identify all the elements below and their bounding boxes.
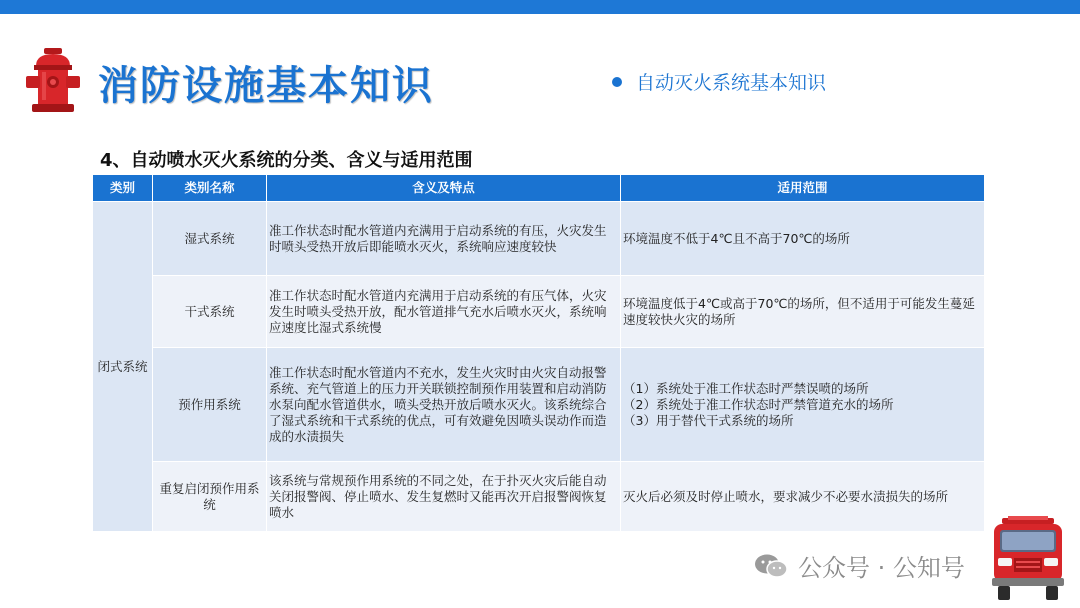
system-name-cell: 干式系统 (153, 276, 267, 348)
category-cell: 闭式系统 (93, 202, 153, 532)
fire-hydrant-icon (26, 48, 80, 114)
col-header-category: 类别 (93, 175, 153, 202)
scope-cell: 灭火后必须及时停止喷水，要求减少不必要水渍损失的场所 (621, 462, 985, 532)
description-cell: 准工作状态时配水管道内充满用于启动系统的有压气体，火灾发生时喷头受热开放，配水管道排气充水后喷水灭火，系统响应速度比湿式系统慢 (267, 276, 621, 348)
wechat-icon (754, 553, 788, 579)
system-name-cell: 湿式系统 (153, 202, 267, 276)
bullet-dot (612, 77, 622, 87)
scope-line: （1）系统处于准工作状态时严禁误喷的场所 (623, 380, 869, 396)
classification-table (92, 174, 985, 532)
description-cell: 准工作状态时配水管道内不充水，发生火灾时由火灾自动报警系统、充气管道上的压力开关联锁控制预作用装置和启动消防水泵向配水管道供水，喷头受热开放后喷水灭火。该系统综合了湿式系统和干式系统的优点，可有效避免因喷头误动作而造成的水渍损失 (267, 348, 621, 462)
description-cell: 准工作状态时配水管道内充满用于启动系统的有压，火灾发生时喷头受热开放后即能喷水灭火，系统响应速度较快 (267, 202, 621, 276)
subtitle-block (612, 68, 826, 95)
scope-cell (621, 348, 985, 462)
fire-truck-icon (988, 516, 1068, 602)
watermark (754, 548, 965, 583)
table-row (93, 348, 985, 462)
table-row (93, 202, 985, 276)
col-header-description: 含义及特点 (267, 175, 621, 202)
table-row (93, 276, 985, 348)
col-header-name: 类别名称 (153, 175, 267, 202)
description-cell: 该系统与常规预作用系统的不同之处，在于扑灭火灾后能自动关闭报警阀、停止喷水、发生复燃时又能再次开启报警阀恢复喷水 (267, 462, 621, 532)
scope-line: （3）用于替代干式系统的场所 (623, 412, 794, 428)
section-heading: 4、自动喷水灭火系统的分类、含义与适用范围 (100, 150, 473, 171)
table-row (93, 462, 985, 532)
watermark-text: 公众号 · 公知号 (798, 554, 965, 582)
table-header-row (93, 175, 985, 202)
scope-cell: 环境温度不低于4℃且不高于70℃的场所 (621, 202, 985, 276)
scope-line: （2）系统处于准工作状态时严禁管道充水的场所 (623, 396, 894, 412)
page-title: 消防设施基本知识 (98, 63, 434, 109)
system-name-cell: 重复启闭预作用系统 (153, 462, 267, 532)
page-subtitle: 自动灭火系统基本知识 (636, 72, 827, 94)
top-accent-bar (0, 0, 1080, 14)
scope-cell: 环境温度低于4℃或高于70℃的场所，但不适用于可能发生蔓延速度较快火灾的场所 (621, 276, 985, 348)
system-name-cell: 预作用系统 (153, 348, 267, 462)
col-header-scope: 适用范围 (621, 175, 985, 202)
